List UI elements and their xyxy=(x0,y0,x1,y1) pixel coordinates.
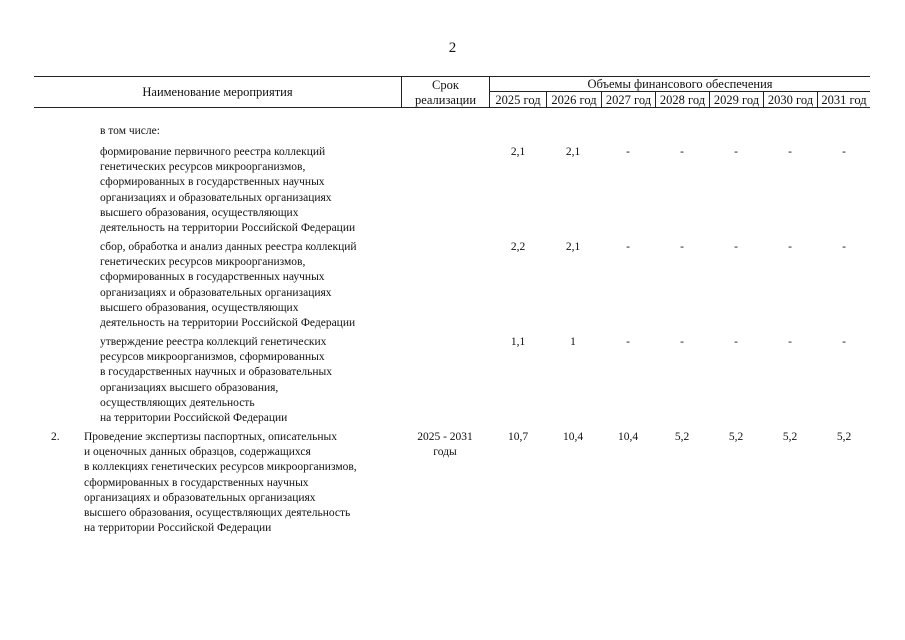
value-cell: - xyxy=(788,336,792,348)
header-period-line: Срок xyxy=(432,78,459,92)
text-line: ресурсов микроорганизмов, сформированных xyxy=(100,351,325,364)
text-line: Проведение экспертизы паспортных, описательных xyxy=(84,431,338,443)
text-line: на территории Российской Федерации xyxy=(100,412,288,425)
text-line: организациях и образовательных организациях xyxy=(84,491,316,504)
value-cell: 2,1 xyxy=(565,146,581,158)
value-cell: - xyxy=(680,146,684,158)
value-cell: 10,4 xyxy=(562,431,584,443)
value-cell: - xyxy=(734,241,738,253)
value-cell: 1 xyxy=(570,336,576,348)
text-line: организациях высшего образования, xyxy=(100,381,279,394)
value-cell: - xyxy=(788,146,792,158)
text-line: генетических ресурсов микроорганизмов, xyxy=(100,161,306,174)
text-line: на территории Российской Федерации xyxy=(84,522,272,535)
sub-item-description xyxy=(100,335,332,426)
text-line: организациях и образовательных организациях xyxy=(100,286,332,299)
sub-item-description xyxy=(100,240,357,331)
text-line: генетических ресурсов микроорганизмов, xyxy=(100,256,306,269)
page-number: 2 xyxy=(448,40,457,56)
value-cell: - xyxy=(842,146,846,158)
text-line: сформированных в государственных научных xyxy=(84,476,309,489)
item-period xyxy=(405,430,485,460)
value-cell: 2,1 xyxy=(565,241,581,253)
value-cell: - xyxy=(842,241,846,253)
text-line: деятельность на территории Российской Федерации xyxy=(100,317,356,330)
text-line: в коллекциях генетических ресурсов микроорганизмов, xyxy=(84,461,357,474)
text-line: сбор, обработка и анализ данных реестра коллекций xyxy=(100,241,357,253)
text-line: высшего образования, осуществляющих xyxy=(100,301,299,314)
value-cell: 5,2 xyxy=(782,431,798,443)
item-description xyxy=(84,430,357,536)
value-cell: 5,2 xyxy=(674,431,690,443)
value-cell: 1,1 xyxy=(510,336,526,348)
item-number: 2. xyxy=(51,431,60,443)
text-line: и оценочных данных образцов, содержащихся xyxy=(84,446,311,459)
value-cell: 5,2 xyxy=(728,431,744,443)
value-cell: - xyxy=(626,146,630,158)
value-cell: 5,2 xyxy=(836,431,852,443)
header-funding-column: Объемы финансового обеспечения xyxy=(587,77,773,91)
value-cell: - xyxy=(680,241,684,253)
value-cell: - xyxy=(626,241,630,253)
header-period-line: реализации xyxy=(414,93,477,107)
text-line: сформированных в государственных научных xyxy=(100,176,325,189)
year-header: 2027 год xyxy=(605,93,652,107)
year-header: 2030 год xyxy=(767,93,814,107)
header-period-column xyxy=(402,78,489,108)
text-line: в государственных научных и образовательных xyxy=(100,366,332,379)
year-header: 2028 год xyxy=(659,93,706,107)
subheading: в том числе: xyxy=(100,125,160,137)
value-cell: - xyxy=(842,336,846,348)
value-cell: - xyxy=(626,336,630,348)
year-header: 2026 год xyxy=(551,93,597,107)
year-header: 2025 год xyxy=(495,93,541,107)
year-header: 2029 год xyxy=(713,93,760,107)
text-line: высшего образования, осуществляющих деятельность xyxy=(84,507,351,520)
year-header: 2031 год xyxy=(821,93,867,107)
value-cell: - xyxy=(734,146,738,158)
value-cell: 10,7 xyxy=(507,431,529,443)
value-cell: 2,2 xyxy=(510,241,526,253)
text-line: деятельность на территории Российской Федерации xyxy=(100,222,356,235)
text-line: высшего образования, осуществляющих xyxy=(100,206,299,219)
value-cell: - xyxy=(734,336,738,348)
text-line: утверждение реестра коллекций генетических xyxy=(100,336,327,348)
text-line: осуществляющих деятельность xyxy=(100,396,255,409)
value-cell: 10,4 xyxy=(617,431,639,443)
text-line: формирование первичного реестра коллекций xyxy=(100,146,326,158)
period-line: годы xyxy=(433,446,457,459)
sub-item-description xyxy=(100,145,355,236)
value-cell: 2,1 xyxy=(510,146,526,158)
value-cell: - xyxy=(788,241,792,253)
period-line: 2025 - 2031 xyxy=(417,431,473,443)
value-cell: - xyxy=(680,336,684,348)
header-name-column: Наименование мероприятия xyxy=(142,85,293,99)
text-line: организациях и образовательных организациях xyxy=(100,191,332,204)
text-line: сформированных в государственных научных xyxy=(100,271,325,284)
